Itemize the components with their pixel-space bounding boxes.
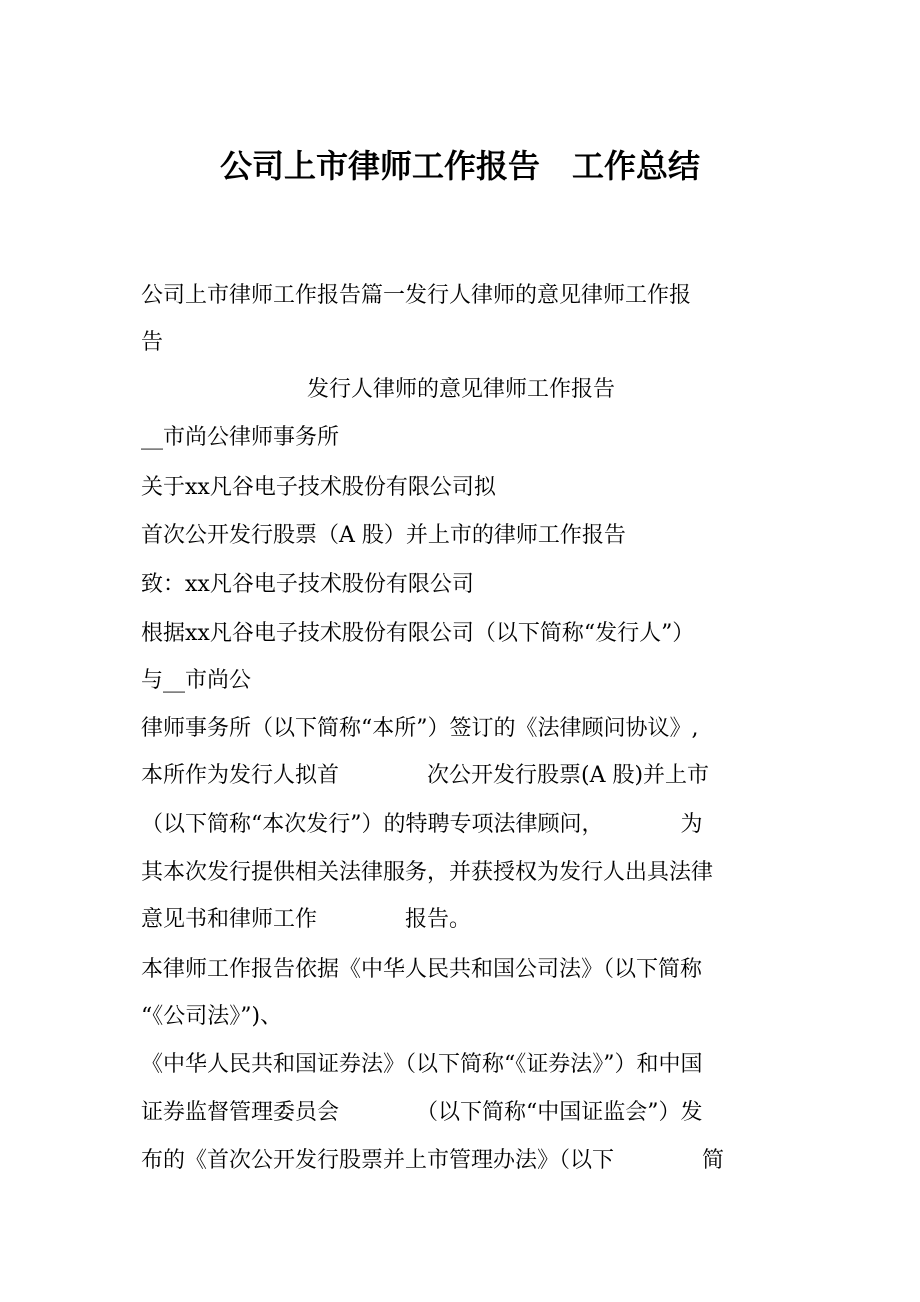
paragraph-line: 布的《首次公开发行股票并上市管理办法》（以下 简 <box>141 1148 725 1173</box>
paragraph-line: 首次公开发行股票（A 股）并上市的律师工作报告 <box>141 523 626 548</box>
paragraph-line: 告 <box>141 330 164 355</box>
paragraph-line: 关于xx凡谷电子技术股份有限公司拟 <box>141 475 496 500</box>
paragraph-line: 根据xx凡谷电子技术股份有限公司（以下简称“发行人”） <box>141 621 695 646</box>
paragraph-line: 致：xx凡谷电子技术股份有限公司 <box>141 572 474 597</box>
paragraph-line: “《公司法》”)、 <box>141 1004 283 1029</box>
paragraph-line: 本律师工作报告依据《中华人民共和国公司法》（以下简称 <box>141 957 703 982</box>
subtitle: 发行人律师的意见律师工作报告 <box>306 377 615 402</box>
paragraph-line: 与__市尚公 <box>141 668 252 693</box>
paragraph-line: __市尚公律师事务所 <box>141 425 340 450</box>
paragraph-line: 其本次发行提供相关法律服务，并获授权为发行人出具法律 <box>141 860 714 885</box>
paragraph-line: 证券监督管理委员会 （以下简称“中国证监会”）发 <box>141 1100 703 1125</box>
paragraph-line: 公司上市律师工作报告篇一发行人律师的意见律师工作报 <box>141 283 692 308</box>
document-title: 公司上市律师工作报告 工作总结 <box>219 147 700 185</box>
paragraph-line: （以下简称“本次发行”）的特聘专项法律顾问， 为 <box>141 812 703 837</box>
paragraph-line: 《中华人民共和国证券法》（以下简称“《证券法》”）和中国 <box>141 1052 703 1077</box>
paragraph-line: 意见书和律师工作 报告。 <box>141 907 472 932</box>
paragraph-line: 律师事务所（以下简称“本所”）签订的《法律顾问协议》, <box>141 716 699 741</box>
paragraph-line: 本所作为发行人拟首 次公开发行股票(A 股)并上市 <box>141 763 710 788</box>
